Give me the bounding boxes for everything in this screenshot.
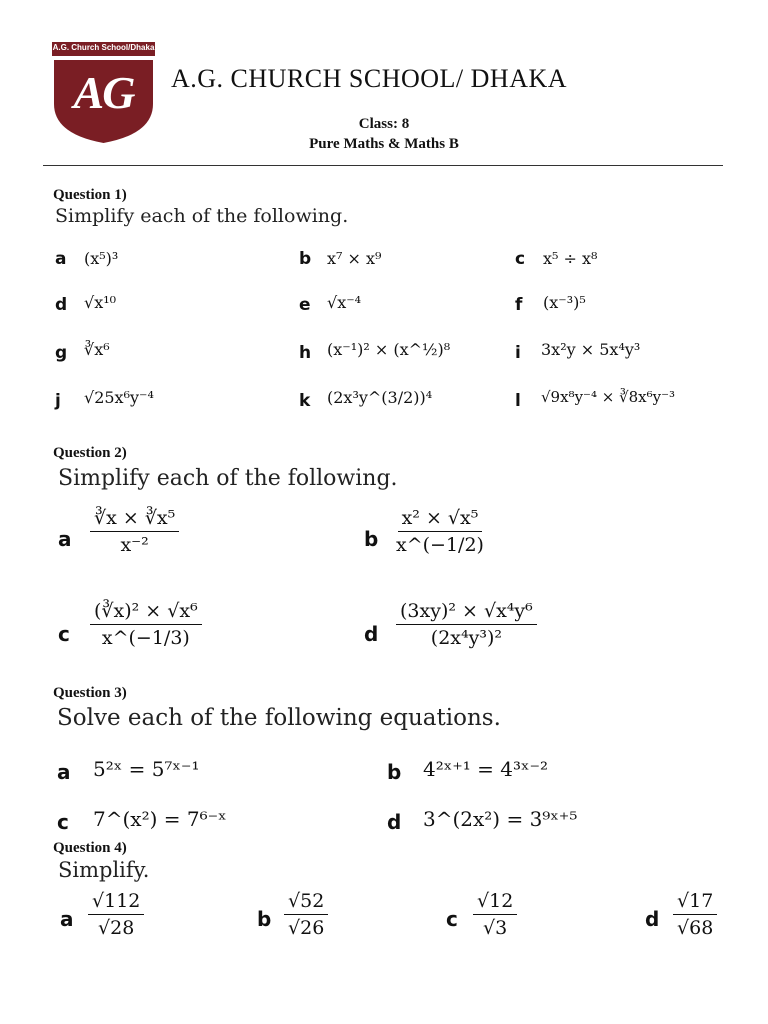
- q4-expr-b: [284, 890, 328, 939]
- q1-label-a: a: [55, 249, 67, 269]
- q4-a-numerator: √112: [88, 890, 144, 915]
- q1-label-h: h: [299, 343, 312, 363]
- q1-expr-g: ∛x⁶: [84, 340, 110, 359]
- q3-expr-c: 7^(x²) = 7⁶⁻ˣ: [93, 807, 227, 831]
- q1-label-e: e: [299, 295, 311, 315]
- q1-label-k: k: [299, 391, 311, 411]
- q3-expr-a: 5²ˣ = 5⁷ˣ⁻¹: [93, 757, 200, 781]
- q4-c-numerator: √12: [473, 890, 517, 915]
- question-3-heading: Question 3): [53, 685, 127, 701]
- question-2-heading: Question 2): [53, 445, 127, 461]
- q1-expr-h: (x⁻¹)² × (x^½)⁸: [327, 340, 451, 359]
- logo-banner-text: A.G. Church School/Dhaka: [52, 43, 155, 52]
- q2-b-denominator: x^(−1/2): [396, 534, 484, 556]
- q1-label-j: j: [55, 391, 61, 411]
- q1-expr-a: (x⁵)³: [84, 249, 119, 268]
- q2-label-a: a: [58, 527, 72, 551]
- q4-label-c: c: [446, 907, 458, 931]
- q4-b-denominator: √26: [288, 917, 325, 939]
- class-line: Class: 8: [358, 116, 410, 132]
- q4-expr-a: [88, 890, 144, 939]
- q2-d-numerator: (3xy)² × √x⁴y⁶: [396, 600, 537, 625]
- q1-label-d: d: [55, 295, 68, 315]
- q3-label-a: a: [57, 760, 71, 784]
- q2-c-numerator: (∛x)² × √x⁶: [90, 600, 202, 625]
- q1-expr-b: x⁷ × x⁹: [327, 249, 382, 268]
- q1-label-i: i: [515, 343, 521, 363]
- q1-expr-f: (x⁻³)⁵: [543, 293, 586, 312]
- q4-label-b: b: [257, 907, 272, 931]
- q1-label-g: g: [55, 343, 68, 363]
- q1-expr-d: √x¹⁰: [84, 293, 117, 312]
- q4-label-d: d: [645, 907, 660, 931]
- q3-expr-d: 3^(2x²) = 3⁹ˣ⁺⁵: [423, 807, 578, 831]
- q1-label-l: l: [515, 391, 521, 411]
- q1-expr-e: √x⁻⁴: [327, 293, 362, 312]
- question-1-instruction: Simplify each of the following.: [55, 205, 349, 227]
- q1-expr-i: 3x²y × 5x⁴y³: [541, 340, 641, 359]
- q1-label-f: f: [515, 295, 523, 315]
- header-divider: [43, 165, 723, 166]
- q4-expr-c: [473, 890, 517, 939]
- q4-b-numerator: √52: [284, 890, 328, 915]
- q4-c-denominator: √3: [483, 917, 508, 939]
- q2-b-numerator: x² × √x⁵: [398, 507, 483, 532]
- logo-monogram: AG: [73, 67, 134, 118]
- q2-c-denominator: x^(−1/3): [101, 627, 190, 649]
- question-4-instruction: Simplify.: [58, 858, 150, 882]
- q2-label-c: c: [58, 622, 70, 646]
- q4-label-a: a: [60, 907, 74, 931]
- q4-d-numerator: √17: [673, 890, 717, 915]
- question-3-instruction: Solve each of the following equations.: [57, 705, 501, 731]
- q1-expr-j: √25x⁶y⁻⁴: [84, 388, 154, 407]
- q2-expr-b: [396, 507, 484, 556]
- q2-label-b: b: [364, 527, 379, 551]
- subject-line: Pure Maths & Maths B: [309, 136, 459, 152]
- q1-expr-c: x⁵ ÷ x⁸: [543, 249, 598, 268]
- q2-expr-a: [90, 507, 179, 556]
- q4-d-denominator: √68: [677, 917, 714, 939]
- school-name: A.G. CHURCH SCHOOL/ DHAKA: [171, 64, 568, 93]
- question-4-heading: Question 4): [53, 840, 127, 856]
- q1-label-c: c: [515, 249, 526, 269]
- q4-expr-d: [673, 890, 717, 939]
- q3-label-d: d: [387, 810, 402, 834]
- q3-label-b: b: [387, 760, 402, 784]
- q3-expr-b: 4²ˣ⁺¹ = 4³ˣ⁻²: [423, 757, 549, 781]
- q2-a-numerator: ∛x × ∛x⁵: [90, 507, 179, 532]
- q2-d-denominator: (2x⁴y³)²: [430, 627, 502, 649]
- q1-expr-l: √9x⁸y⁻⁴ × ∛8x⁶y⁻³: [541, 388, 676, 406]
- q4-a-denominator: √28: [98, 917, 135, 939]
- question-1-heading: Question 1): [53, 187, 127, 203]
- q3-label-c: c: [57, 810, 69, 834]
- question-2-instruction: Simplify each of the following.: [58, 466, 398, 491]
- q2-a-denominator: x⁻²: [120, 534, 149, 556]
- q2-expr-d: [396, 600, 537, 649]
- q1-expr-k: (2x³y^(3/2))⁴: [327, 388, 433, 407]
- q2-label-d: d: [364, 622, 379, 646]
- q1-label-b: b: [299, 249, 312, 269]
- q2-expr-c: [90, 600, 202, 649]
